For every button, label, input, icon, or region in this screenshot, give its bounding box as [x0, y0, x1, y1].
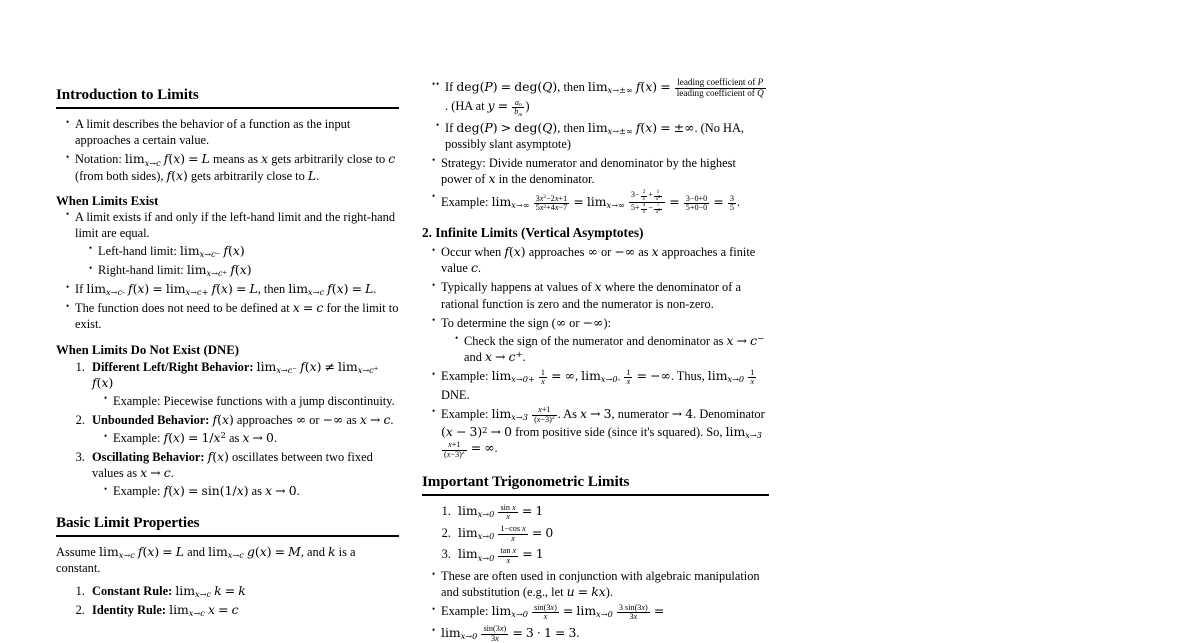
section-rule — [56, 535, 399, 537]
list-item: • Typically happens at values of x where the denominator of a rational function is zero and the numerator is non-zero. — [432, 279, 769, 311]
leading-coefficient-fraction: $\frac{\text{leading coefficient of P}}{\text{leading coefficient of Q}}$ — [676, 77, 764, 98]
list-item: • Example: limx→3 $\frac{x+1}{(x-3)^2}$ . As x → 3, numerator → 4. Denominator $(x - 3)^2 \to 0$ from positive side (since it's squared). So, limx→3 $\frac{x+1}{(x-3)^2}$ = ∞. — [432, 406, 769, 459]
list-item: 1. Different Left/Right Behavior: limx→c− f(x) ≠ limx→c+ f(x) • Example: Piecewise functions with a jump discontinuity. — [88, 359, 399, 409]
list-item: • If limx→c- f(x) = limx→c+ f(x) = L, then limx→c f(x) = L. — [66, 281, 399, 297]
list-item: 2. Identity Rule: limx→c x = c — [88, 602, 399, 618]
list-item: • • If deg(P) = deg(Q), then limx→±∞ f(x) = $\frac{\text{leading coefficient of P}}{\text{leading coefficient of Q}}$ . (HA at y = $\frac{an}{bm}$ ) — [436, 78, 769, 117]
list-item: • Left-hand limit: limx→c− f(x) — [89, 243, 399, 259]
list-item: 1. Constant Rule: limx→c k = k — [88, 583, 399, 599]
list-item: • Notation: limx→c f(x) = L means as x gets arbitrarily close to c (from both sides), f(x) gets arbitrarily close to L. — [66, 151, 399, 183]
list-item: • A limit exists if and only if the left-hand limit and the right-hand limit are equal. • Left-hand limit: limx→c− f(x) • Right-hand limit: limx→c+ f(x) — [66, 209, 399, 279]
nested-list — [441, 333, 769, 365]
dne-ordered-list — [56, 359, 399, 500]
nested-list — [432, 78, 769, 152]
item-label: Constant Rule: — [92, 583, 173, 598]
section-heading-introduction-to-limits: Introduction to Limits — [56, 86, 199, 103]
item-label: Oscillating Behavior: — [92, 450, 205, 465]
list-item: • Example: limx→0 $\frac{\sin(3x)}{x}$ = limx→0 $\frac{3 \sin(3x)}{3x}$ = — [432, 603, 769, 622]
nested-list — [92, 483, 399, 499]
list-item: 2. Unbounded Behavior: f(x) approaches ∞ or −∞ as x → c. • Example: $f(x) = 1/x^2$ as x → 0. — [88, 412, 399, 446]
list-item: 3. limx→0 $\frac{\text{tan x}}{x}$ = 1 — [454, 546, 769, 565]
ha-fraction: $\frac{an}{bm}$ — [514, 97, 523, 118]
list-item: • Example: $f(x) = 1/x^2$ as x → 0. — [104, 430, 399, 446]
one-minus-cosx-over-x-fraction: $\frac{\text{1−cos x}}{x}$ — [500, 524, 526, 543]
one-over-x-fraction: $\frac{1}{x}$ — [626, 367, 631, 387]
right-column — [422, 0, 769, 643]
list-item: • Example: limx→0+ $\frac{1}{x}$ = ∞, limx→0- $\frac{1}{x}$ = −∞. Thus, limx→0 $\frac{1}{x}$ DNE. — [432, 368, 769, 403]
list-item: • These are often used in conjunction with algebraic manipulation and substitution (e.g., let u = kx). — [432, 568, 769, 600]
item-label: Different Left/Right Behavior: — [92, 359, 254, 374]
section-heading-infinite-limits: 2. Infinite Limits (Vertical Asymptotes) — [422, 224, 644, 240]
item-label: Identity Rule: — [92, 602, 166, 617]
sinx-over-x-fraction: $\frac{\text{sin x}}{x}$ — [500, 502, 516, 522]
list-item: • To determine the sign (∞ or −∞): • Check the sign of the numerator and denominator as x → c− and x → c+. — [432, 315, 769, 365]
subsection-heading-when-limits-do-not-exist: When Limits Do Not Exist (DNE) — [56, 343, 240, 358]
tanx-over-x-fraction: $\frac{\text{tan x}}{x}$ — [500, 546, 517, 565]
basic-properties-list — [56, 583, 399, 618]
when-limits-exist-list — [56, 209, 399, 333]
list-item: • Example: f(x) = sin(1/x) as x → 0. — [104, 483, 399, 499]
vertical-asymptote-fraction: $\frac{x+1}{(x-3)^2}$ — [444, 440, 465, 459]
section-rule — [422, 494, 769, 496]
intro-bullet-list — [56, 116, 399, 184]
evaluated-fraction: $\frac{3-0+0}{5+0-0}$ — [685, 193, 708, 213]
section-heading-basic-limit-properties: Basic Limit Properties — [56, 513, 200, 531]
divided-expression-fraction: 3− $\frac{2}{x}$ + $\frac{1}{x^2}$ 5+ $\frac{4}{x}$ − $\frac{7}{x^2}$ — [629, 190, 665, 215]
basic-properties-intro: Assume limx→c f(x) = L and limx→c g(x) = M, and k is a constant. — [56, 543, 356, 575]
sin3x-over-3x-fraction: $\frac{\sin(3x)}{3x}$ — [483, 624, 507, 643]
rational-limits-continuation-list — [422, 78, 769, 216]
rational-expression-fraction: $\frac{3x^2-2x+1}{5x^2+4x-7}$ — [535, 193, 568, 213]
list-item: • The function does not need to be defined at x = c for the limit to exist. — [66, 300, 399, 332]
list-item: • A limit describes the behavior of a function as the input approaches a certain value. — [66, 116, 399, 148]
list-item: • Occur when f(x) approaches ∞ or −∞ as x approaches a finite value c. — [432, 244, 769, 276]
subsection-heading-when-limits-exist: When Limits Exist — [56, 194, 159, 209]
item-label: Unbounded Behavior: — [92, 412, 210, 427]
list-item: • Strategy: Divide numerator and denominator by the highest power of x in the denominator. — [432, 155, 769, 187]
section-heading-important-trigonometric-limits: Important Trigonometric Limits — [422, 473, 630, 491]
vertical-asymptote-fraction: $\frac{x+1}{(x-3)^2}$ — [534, 405, 555, 424]
list-item: 3. Oscillating Behavior: f(x) oscillates between two fixed values as x → c. • Example: f(x) = sin(1/x) as x → 0. — [88, 449, 399, 499]
list-item: 1. limx→0 $\frac{\text{sin x}}{x}$ = 1 — [454, 503, 769, 522]
list-item: • Example: limx→∞ $\frac{3x^2-2x+1}{5x^2+4x-7}$ = limx→∞ 3− $\frac{2}{x}$ + $\frac{1}{x^2}$ 5+ $\frac{4}{x}$ − $\frac{7}{x^2}$ = $\frac{3-0+0}{5+0-0}$ = $\frac{3}{5}$ . — [432, 190, 769, 215]
section-rule — [56, 107, 399, 109]
nested-list — [75, 243, 399, 278]
left-column — [56, 0, 399, 626]
list-item: 2. limx→0 $\frac{\text{1−cos x}}{x}$ = 0 — [454, 525, 769, 544]
nested-list — [92, 393, 399, 409]
list-item: • limx→0 $\frac{\sin(3x)}{3x}$ = 3 · 1 = 3. — [432, 625, 769, 643]
result-fraction: $\frac{3}{5}$ — [729, 193, 734, 213]
list-item: • Example: Piecewise functions with a jump discontinuity. — [104, 393, 399, 409]
trig-limits-notes-list — [422, 568, 769, 643]
list-item: • Right-hand limit: limx→c+ f(x) — [89, 262, 399, 278]
three-sin3x-over-3x-fraction: $\frac{3 \sin(3x)}{3x}$ — [618, 602, 648, 622]
trig-limits-list — [422, 503, 769, 565]
infinite-limits-list — [422, 244, 769, 459]
list-item-wrapper — [432, 78, 769, 152]
nested-list — [92, 430, 399, 446]
sin3x-over-x-fraction: $\frac{\sin(3x)}{x}$ — [534, 602, 557, 622]
list-item: • If deg(P) > deg(Q), then limx→±∞ f(x) = ±∞. (No HA, possibly slant asymptote) — [436, 120, 769, 152]
one-over-x-fraction: $\frac{1}{x}$ — [750, 367, 755, 387]
list-item: • Check the sign of the numerator and denominator as x → c− and x → c+. — [455, 333, 769, 365]
one-over-x-fraction: $\frac{1}{x}$ — [540, 367, 546, 387]
